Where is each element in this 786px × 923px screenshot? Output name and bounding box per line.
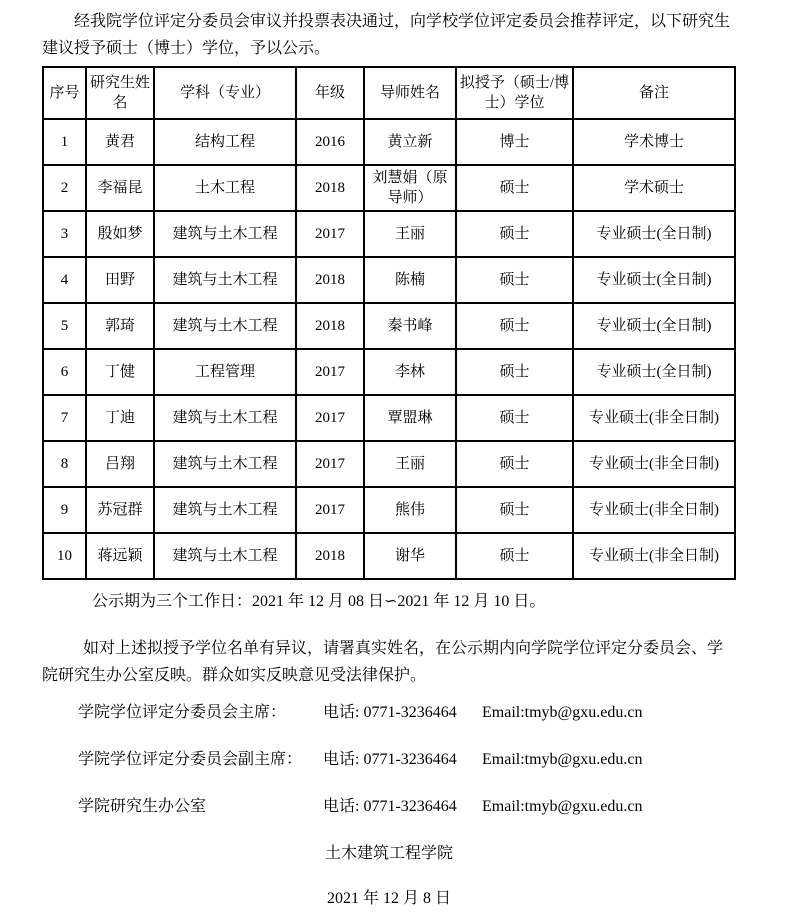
table-cell-no: 10 <box>43 533 86 579</box>
table-cell-degree: 硕士 <box>456 395 573 441</box>
header-cell-no: 序号 <box>43 67 86 119</box>
signature-college-name: 土木建筑工程学院 <box>324 845 453 862</box>
table-cell-note: 专业硕士(非全日制) <box>573 395 735 441</box>
header-cell-note: 备注 <box>573 67 735 119</box>
table-cell-name: 黄君 <box>86 119 154 165</box>
contact-email: Email:tmyb@gxu.edu.cn <box>482 798 643 815</box>
table-row <box>43 487 735 533</box>
table-cell-major: 结构工程 <box>154 119 296 165</box>
table-cell-name: 丁健 <box>86 349 154 395</box>
contact-label: 学院研究生办公室 <box>78 798 207 815</box>
table-cell-name: 吕翔 <box>86 441 154 487</box>
table-cell-note: 专业硕士(非全日制) <box>573 533 735 579</box>
table-cell-note: 专业硕士(全日制) <box>573 303 735 349</box>
degree-table-body <box>43 119 735 579</box>
contact-row-vice-chair <box>42 750 736 770</box>
table-cell-grade: 2018 <box>296 257 364 303</box>
table-cell-supervisor: 熊伟 <box>364 487 456 533</box>
table-cell-grade: 2017 <box>296 211 364 257</box>
table-cell-note: 学术博士 <box>573 119 735 165</box>
table-cell-grade: 2018 <box>296 165 364 211</box>
table-row <box>43 119 735 165</box>
header-cell-major: 学科（专业） <box>154 67 296 119</box>
table-row <box>43 211 735 257</box>
table-cell-name: 苏冠群 <box>86 487 154 533</box>
table-row <box>43 165 735 211</box>
table-cell-major: 建筑与土木工程 <box>154 533 296 579</box>
contact-email: Email:tmyb@gxu.edu.cn <box>482 704 643 721</box>
table-cell-major: 建筑与土木工程 <box>154 395 296 441</box>
table-cell-grade: 2018 <box>296 533 364 579</box>
contact-phone: 电话: 0771-3236464 <box>323 798 457 815</box>
table-cell-major: 建筑与土木工程 <box>154 303 296 349</box>
table-cell-supervisor: 黄立新 <box>364 119 456 165</box>
header-cell-supervisor: 导师姓名 <box>364 67 456 119</box>
header-cell-grade: 年级 <box>296 67 364 119</box>
header-cell-name: 研究生姓名 <box>86 67 154 119</box>
signature-date: 2021 年 12 月 8 日 <box>326 890 451 907</box>
table-cell-no: 5 <box>43 303 86 349</box>
table-cell-grade: 2017 <box>296 349 364 395</box>
table-cell-major: 建筑与土木工程 <box>154 487 296 533</box>
notice-period-line: 公示期为三个工作日：2021 年 12 月 08 日∽2021 年 12 月 10 日。 <box>92 593 546 610</box>
table-cell-supervisor: 覃盟琳 <box>364 395 456 441</box>
table-cell-supervisor: 李林 <box>364 349 456 395</box>
table-cell-supervisor: 秦书峰 <box>364 303 456 349</box>
contact-row-chair <box>42 703 736 723</box>
table-cell-no: 7 <box>43 395 86 441</box>
contact-phone: 电话: 0771-3236464 <box>323 704 457 721</box>
table-cell-degree: 硕士 <box>456 257 573 303</box>
table-row <box>43 349 735 395</box>
table-cell-no: 6 <box>43 349 86 395</box>
table-cell-note: 专业硕士(全日制) <box>573 257 735 303</box>
table-cell-name: 殷如梦 <box>86 211 154 257</box>
table-cell-supervisor: 谢华 <box>364 533 456 579</box>
table-cell-degree: 硕士 <box>456 165 573 211</box>
table-cell-degree: 硕士 <box>456 349 573 395</box>
table-cell-major: 建筑与土木工程 <box>154 441 296 487</box>
header-row <box>43 67 735 119</box>
table-cell-grade: 2018 <box>296 303 364 349</box>
table-cell-supervisor: 王丽 <box>364 211 456 257</box>
table-cell-no: 3 <box>43 211 86 257</box>
table-row <box>43 395 735 441</box>
table-cell-grade: 2017 <box>296 487 364 533</box>
table-row <box>43 441 735 487</box>
table-cell-degree: 硕士 <box>456 441 573 487</box>
table-cell-major: 工程管理 <box>154 349 296 395</box>
table-cell-no: 2 <box>43 165 86 211</box>
table-cell-degree: 硕士 <box>456 211 573 257</box>
table-cell-no: 8 <box>43 441 86 487</box>
table-cell-major: 建筑与土木工程 <box>154 211 296 257</box>
objection-paragraph: 如对上述拟授予学位名单有异议，请署真实姓名，在公示期内向学院学位评定分委员会、学院研究生办公室反映。群众如实反映意见受法律保护。 <box>42 640 724 684</box>
table-cell-name: 李福昆 <box>86 165 154 211</box>
contact-row-graduate-office <box>42 797 736 817</box>
table-cell-no: 1 <box>43 119 86 165</box>
table-cell-note: 专业硕士(全日制) <box>573 211 735 257</box>
contact-email: Email:tmyb@gxu.edu.cn <box>482 751 643 768</box>
table-cell-grade: 2017 <box>296 441 364 487</box>
header-cell-degree: 拟授予（硕士/博士）学位 <box>456 67 573 119</box>
table-cell-major: 土木工程 <box>154 165 296 211</box>
table-cell-major: 建筑与土木工程 <box>154 257 296 303</box>
table-cell-name: 蒋远颖 <box>86 533 154 579</box>
degree-table-header <box>43 67 735 119</box>
table-cell-supervisor: 陈楠 <box>364 257 456 303</box>
contact-label: 学院学位评定分委员会主席： <box>78 704 287 721</box>
table-cell-note: 专业硕士(非全日制) <box>573 441 735 487</box>
table-cell-no: 4 <box>43 257 86 303</box>
contact-label: 学院学位评定分委员会副主席： <box>78 751 303 768</box>
table-row <box>43 257 735 303</box>
table-row <box>43 533 735 579</box>
table-cell-degree: 博士 <box>456 119 573 165</box>
intro-paragraph: 经我院学位评定分委员会审议并投票表决通过，向学校学位评定委员会推荐评定，以下研究生建议授予硕士（博士）学位，予以公示。 <box>42 13 731 57</box>
table-cell-note: 专业硕士(非全日制) <box>573 487 735 533</box>
table-cell-name: 田野 <box>86 257 154 303</box>
table-cell-supervisor: 王丽 <box>364 441 456 487</box>
degree-list-table <box>42 66 736 580</box>
table-cell-degree: 硕士 <box>456 303 573 349</box>
table-cell-grade: 2016 <box>296 119 364 165</box>
table-cell-name: 丁迪 <box>86 395 154 441</box>
table-cell-no: 9 <box>43 487 86 533</box>
table-cell-name: 郭琦 <box>86 303 154 349</box>
table-cell-note: 专业硕士(全日制) <box>573 349 735 395</box>
contact-section <box>42 703 736 817</box>
table-row <box>43 303 735 349</box>
table-cell-note: 学术硕士 <box>573 165 735 211</box>
table-cell-degree: 硕士 <box>456 533 573 579</box>
table-cell-supervisor: 刘慧娟（原导师） <box>364 165 456 211</box>
table-cell-degree: 硕士 <box>456 487 573 533</box>
contact-phone: 电话: 0771-3236464 <box>323 751 457 768</box>
table-cell-grade: 2017 <box>296 395 364 441</box>
